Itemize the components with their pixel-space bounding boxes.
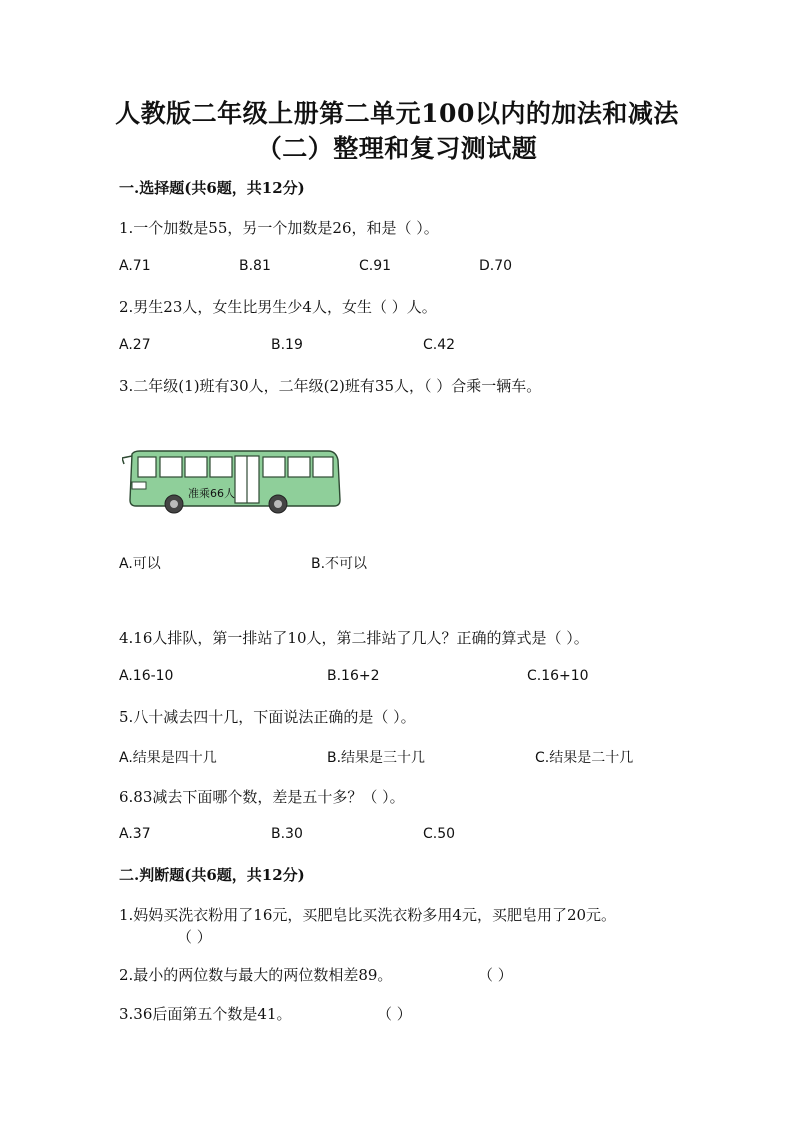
question-4: 4.16人排队，第一排站了10人，第二排站了几人？正确的算式是（ ）。 — [119, 629, 589, 647]
page-title-line1: 人教版二年级上册第二单元100以内的加法和减法 — [115, 99, 679, 128]
question-3: 3.二年级(1)班有30人，二年级(2)班有35人，（ ）合乘一辆车。 — [119, 377, 542, 395]
judge-question-1: 1.妈妈买洗衣粉用了16元，买肥皂比买洗衣粉多用4元，买肥皂用了20元。 — [119, 906, 617, 924]
question-1: 1.一个加数是55，另一个加数是26，和是（ ）。 — [119, 219, 439, 237]
judge-bracket-1: （ ） — [177, 928, 212, 946]
judge-question-3: 3.36后面第五个数是41。 — [119, 1005, 292, 1023]
option-4c: C.16+10 — [527, 668, 589, 684]
option-2c: C.42 — [423, 337, 456, 353]
option-3a: A.可以 — [119, 556, 161, 572]
option-6a: A.37 — [119, 826, 151, 842]
option-4b: B.16+2 — [327, 668, 380, 684]
option-1c: C.91 — [359, 258, 392, 274]
option-1d: D.70 — [479, 258, 513, 274]
section1-heading: 一.选择题(共6题，共12分) — [119, 179, 305, 197]
judge-bracket-2: （ ） — [478, 966, 513, 984]
option-4a: A.16-10 — [119, 668, 174, 684]
option-5c: C.结果是二十几 — [535, 750, 634, 766]
question-5: 5.八十减去四十几，下面说法正确的是（ ）。 — [119, 708, 416, 726]
question-6: 6.83减去下面哪个数，差是五十多？（ ）。 — [119, 788, 405, 806]
option-1a: A.71 — [119, 258, 151, 274]
judge-bracket-3: （ ） — [377, 1005, 412, 1023]
bus-capacity-label: 准乘66人 — [188, 487, 235, 500]
judge-question-2: 2.最小的两位数与最大的两位数相差89。 — [119, 966, 393, 984]
section2-heading: 二.判断题(共6题，共12分) — [119, 866, 305, 884]
question-2: 2.男生23人，女生比男生少4人，女生（ ）人。 — [119, 298, 437, 316]
option-5b: B.结果是三十几 — [327, 750, 426, 766]
option-2a: A.27 — [119, 337, 151, 353]
option-6c: C.50 — [423, 826, 456, 842]
page-title-line2: （二）整理和复习测试题 — [256, 134, 538, 163]
option-1b: B.81 — [239, 258, 271, 274]
option-5a: A.结果是四十几 — [119, 750, 217, 766]
bus-illustration — [122, 448, 344, 516]
option-6b: B.30 — [271, 826, 303, 842]
option-2b: B.19 — [271, 337, 303, 353]
option-3b: B.不可以 — [311, 556, 368, 572]
